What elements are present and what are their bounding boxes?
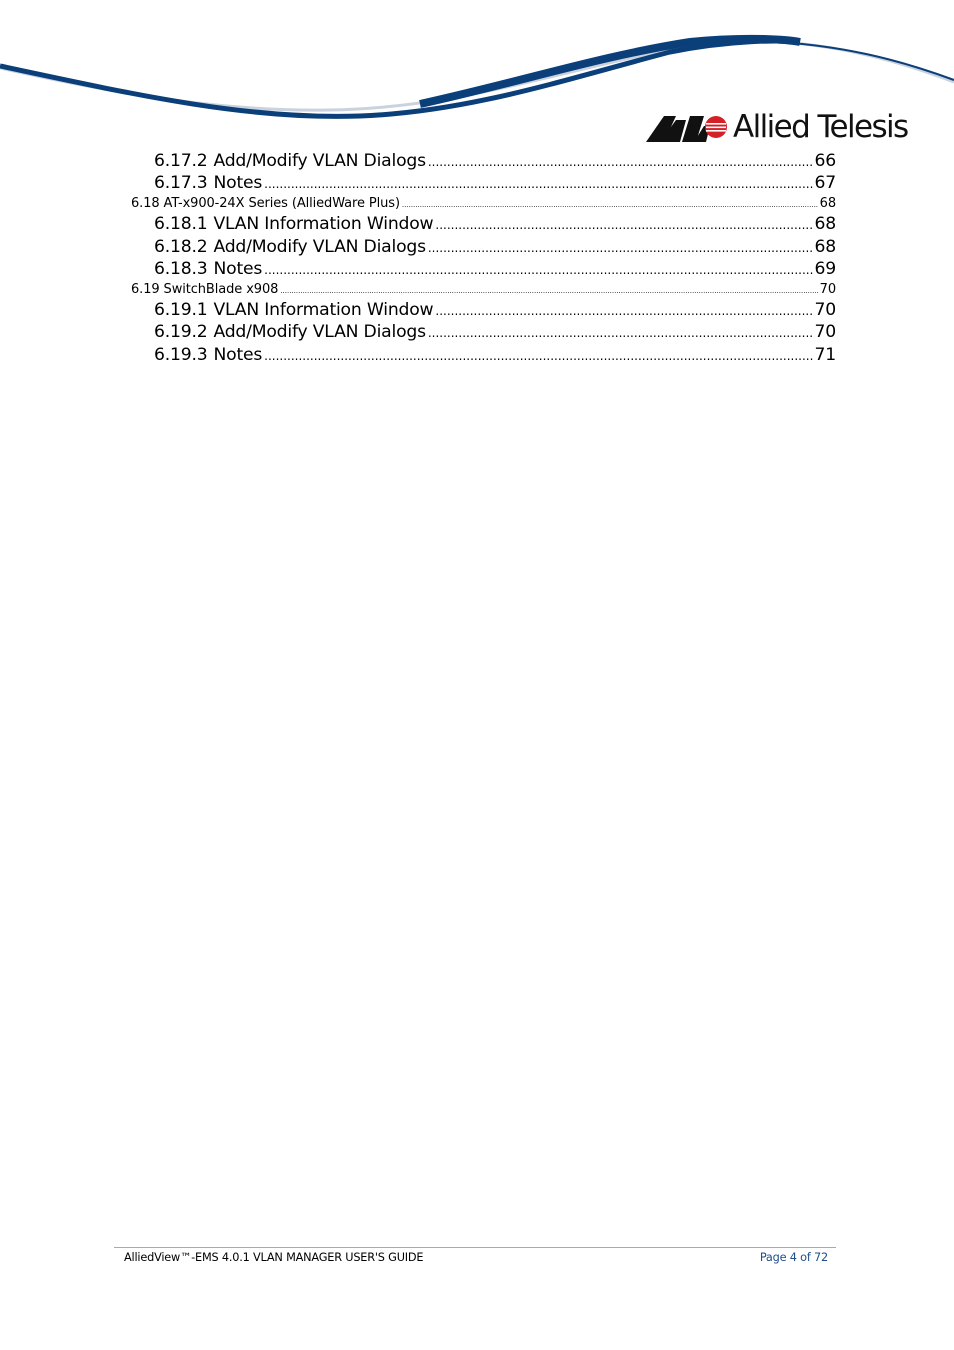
toc-entry-title: Notes [213, 173, 263, 193]
footer-page-number: Page 4 of 72 [759, 1251, 828, 1264]
toc-leader-dots [428, 241, 813, 255]
toc-entry-title: Add/Modify VLAN Dialogs [213, 151, 426, 171]
toc-entry-page: 69 [814, 259, 836, 279]
allied-telesis-logo-mark-icon [646, 112, 728, 142]
toc-leader-dots [435, 304, 812, 318]
logo-wordmark: Allied Telesis [733, 108, 908, 145]
toc-entry-title: SwitchBlade x908 [163, 282, 279, 297]
toc-leader-dots [428, 155, 813, 169]
toc-entry[interactable] [154, 237, 836, 257]
toc-entry-number: 6.17.3 [154, 173, 208, 193]
toc-leader-dots [435, 218, 812, 232]
toc-entry-page: 68 [819, 196, 836, 211]
toc-entry-number: 6.18.2 [154, 237, 208, 257]
toc-entry-page: 68 [814, 214, 836, 234]
toc-entry-title: Add/Modify VLAN Dialogs [213, 322, 426, 342]
footer-divider [114, 1247, 836, 1248]
toc-entry-title: Notes [213, 345, 263, 365]
toc-entry[interactable] [154, 345, 836, 365]
toc-entry[interactable] [154, 300, 836, 320]
toc-leader-dots [402, 201, 818, 209]
toc-entry[interactable] [154, 214, 836, 234]
toc-entry[interactable] [154, 151, 836, 171]
footer-document-title: AlliedView™-EMS 4.0.1 VLAN MANAGER USER'S GUIDE [124, 1251, 424, 1264]
toc-entry-number: 6.18.3 [154, 259, 208, 279]
toc-entry[interactable] [154, 173, 836, 193]
toc-entry[interactable] [154, 322, 836, 342]
toc-entry-number: 6.18 [131, 196, 160, 211]
toc-entry-number: 6.19.3 [154, 345, 208, 365]
toc-entry-page: 67 [814, 173, 836, 193]
toc-entry-title: AT-x900-24X Series (AlliedWare Plus) [163, 196, 400, 211]
toc-leader-dots [264, 263, 812, 277]
toc-entry[interactable] [131, 282, 836, 297]
toc-entry-page: 70 [814, 300, 836, 320]
toc-entry-number: 6.19.1 [154, 300, 208, 320]
toc-leader-dots [264, 349, 812, 363]
toc-entry-title: Notes [213, 259, 263, 279]
toc-entry[interactable] [131, 196, 836, 211]
toc-entry-number: 6.19.2 [154, 322, 208, 342]
toc-leader-dots [280, 287, 817, 295]
toc-entry-page: 71 [814, 345, 836, 365]
toc-leader-dots [264, 177, 812, 191]
toc-entry-page: 70 [819, 282, 836, 297]
toc-entry-number: 6.19 [131, 282, 160, 297]
toc-entry-page: 70 [814, 322, 836, 342]
toc-entry-title: VLAN Information Window [213, 214, 434, 234]
toc-entry-number: 6.18.1 [154, 214, 208, 234]
toc-entry-page: 66 [814, 151, 836, 171]
toc-entry-page: 68 [814, 237, 836, 257]
allied-telesis-logo [646, 108, 908, 146]
toc-entry-number: 6.17.2 [154, 151, 208, 171]
toc-entry-title: VLAN Information Window [213, 300, 434, 320]
toc-entry-title: Add/Modify VLAN Dialogs [213, 237, 426, 257]
toc-entry[interactable] [154, 259, 836, 279]
toc-leader-dots [428, 326, 813, 340]
